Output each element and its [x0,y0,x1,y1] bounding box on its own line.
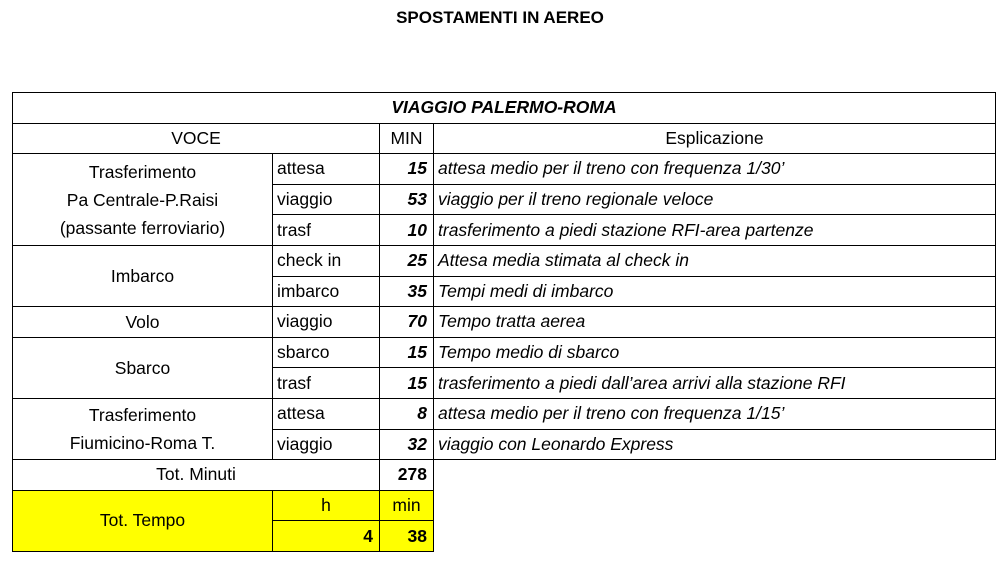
group-label-line: Volo [125,311,160,332]
sub-item: trasf [273,215,380,246]
blank-cell [434,521,996,552]
sub-item: check in [273,245,380,276]
description-cell: attesa medio per il treno con frequenza 1/30’ [434,154,996,185]
total-time-label: Tot. Tempo [13,490,273,551]
description-cell: Attesa media stimata al check in [434,245,996,276]
minutes-cell: 15 [380,154,434,185]
hours-value: 4 [273,521,380,552]
page-title: SPOSTAMENTI IN AEREO [396,8,604,27]
group-label [13,337,273,398]
minutes-header: min [380,490,434,521]
group-label-line: Pa Centrale-P.Raisi [66,189,219,210]
group-label-line: Trasferimento [88,405,197,426]
group-label-line: (passante ferroviario) [59,217,226,238]
table-row [13,307,996,338]
header-voce: VOCE [13,123,380,154]
description-cell: Tempi medi di imbarco [434,276,996,307]
sub-item: sbarco [273,337,380,368]
minutes-cell: 32 [380,429,434,460]
sub-item: attesa [273,154,380,185]
travel-time-table [12,92,996,552]
group-label [13,307,273,338]
blank-cell [434,490,996,521]
group-label-line: Imbarco [110,266,175,287]
description-cell: viaggio con Leonardo Express [434,429,996,460]
description-cell: attesa medio per il treno con frequenza 1/15’ [434,398,996,429]
group-label-line: Sbarco [114,357,171,378]
total-time-row [13,490,996,521]
minutes-cell: 35 [380,276,434,307]
sub-item: viaggio [273,429,380,460]
sub-item: viaggio [273,184,380,215]
total-minutes-value: 278 [380,460,434,491]
description-cell: viaggio per il treno regionale veloce [434,184,996,215]
description-cell: Tempo medio di sbarco [434,337,996,368]
table-row [13,337,996,368]
group-label [13,245,273,306]
header-esplicazione: Esplicazione [434,123,996,154]
sub-item: imbarco [273,276,380,307]
sub-item: viaggio [273,307,380,338]
description-cell: trasferimento a piedi stazione RFI-area partenze [434,215,996,246]
header-row [13,123,996,154]
hours-header: h [273,490,380,521]
blank-cell [434,460,996,491]
group-label-line: Fiumicino-Roma T. [69,433,216,454]
minutes-cell: 15 [380,368,434,399]
minutes-cell: 25 [380,245,434,276]
minutes-cell: 15 [380,337,434,368]
group-label [13,398,273,459]
table-row [13,398,996,429]
description-cell: Tempo tratta aerea [434,307,996,338]
table-row [13,154,996,185]
header-min: MIN [380,123,434,154]
table-title-row [13,93,996,124]
minutes-cell: 10 [380,215,434,246]
total-minutes-row [13,460,996,491]
sub-item: trasf [273,368,380,399]
sub-item: attesa [273,398,380,429]
group-label-line: Trasferimento [88,161,197,182]
description-cell: trasferimento a piedi dall’area arrivi alla stazione RFI [434,368,996,399]
minutes-cell: 70 [380,307,434,338]
table-title: VIAGGIO PALERMO-ROMA [13,93,996,124]
total-minutes-label: Tot. Minuti [13,460,380,491]
minutes-cell: 53 [380,184,434,215]
minutes-value: 38 [380,521,434,552]
minutes-cell: 8 [380,398,434,429]
table-row [13,245,996,276]
group-label [13,154,273,246]
